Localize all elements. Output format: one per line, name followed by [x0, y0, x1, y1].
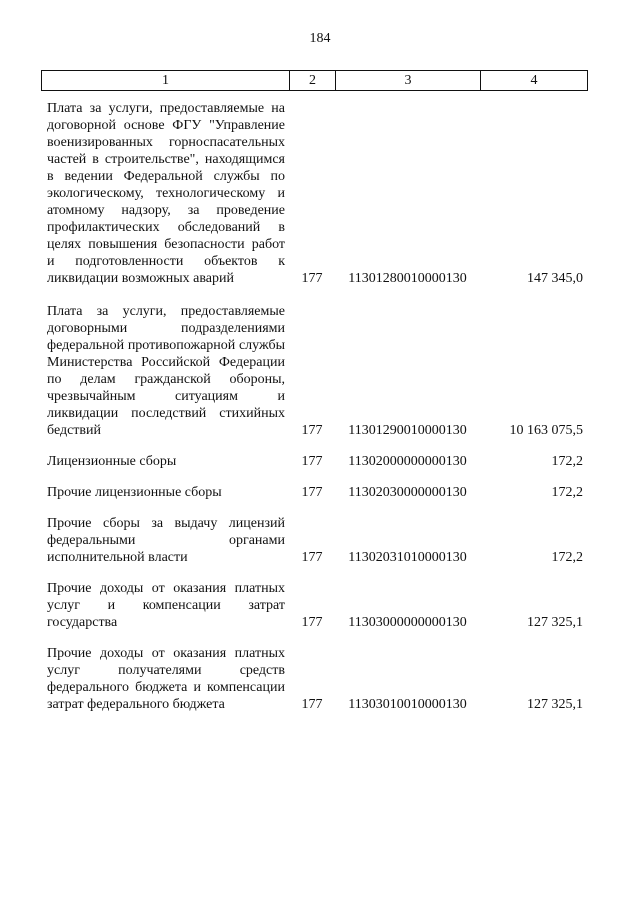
row-amount: 172,2 — [551, 550, 583, 565]
column-header-2: 2 — [289, 70, 335, 91]
column-header-4: 4 — [480, 70, 588, 91]
row-admin-code: 177 — [301, 423, 323, 438]
row-admin-code: 177 — [301, 485, 323, 500]
row-description: Прочие лицензионные сборы — [47, 485, 222, 500]
row-description: Прочие сборы за выдачу лицензий федеральными органами исполнительной власти — [47, 516, 285, 565]
row-admin-code: 177 — [301, 454, 323, 469]
row-admin-code: 177 — [301, 550, 323, 565]
row-amount: 10 163 075,5 — [509, 423, 583, 438]
row-admin-code: 177 — [301, 271, 323, 286]
row-kbk: 11301290010000130 — [348, 423, 467, 438]
row-description: Плата за услуги, предоставляемые договорными подразделениями федеральной противопожарной службы Министерства Российской Федерации по делам гражданской обороны, чрезвычайным ситуациям и ликвидации последствий стихийных бедствий — [47, 304, 285, 438]
row-description: Лицензионные сборы — [47, 454, 177, 469]
row-admin-code: 177 — [301, 697, 323, 712]
row-amount: 147 345,0 — [527, 271, 583, 286]
row-amount: 172,2 — [551, 454, 583, 469]
row-kbk: 11302000000000130 — [348, 454, 467, 469]
row-kbk: 11303000000000130 — [348, 615, 467, 630]
row-description: Прочие доходы от оказания платных услуг и компенсации затрат государства — [47, 581, 285, 630]
row-kbk: 11303010010000130 — [348, 697, 467, 712]
row-description: Прочие доходы от оказания платных услуг получателями средств федерального бюджета и компенсации затрат федерального бюджета — [47, 646, 285, 712]
column-header-3: 3 — [335, 70, 480, 91]
page-number: 184 — [309, 31, 331, 46]
row-admin-code: 177 — [301, 615, 323, 630]
row-kbk: 11302030000000130 — [348, 485, 467, 500]
row-kbk: 11302031010000130 — [348, 550, 467, 565]
row-amount: 127 325,1 — [527, 697, 583, 712]
budget-table — [41, 70, 588, 713]
column-header-1: 1 — [41, 70, 289, 91]
row-amount: 172,2 — [551, 485, 583, 500]
row-amount: 127 325,1 — [527, 615, 583, 630]
row-kbk: 11301280010000130 — [348, 271, 467, 286]
row-description: Плата за услуги, предоставляемые на договорной основе ФГУ "Управление военизированных горноспасательных частей в строительстве", находящимся в ведении Федеральной службы по экологическому, технологическому и атомному надзору, за проведение профилактических обследований в целях повышения безопасности работ и подготовленности объектов к ликвидации возможных аварий — [47, 101, 285, 286]
